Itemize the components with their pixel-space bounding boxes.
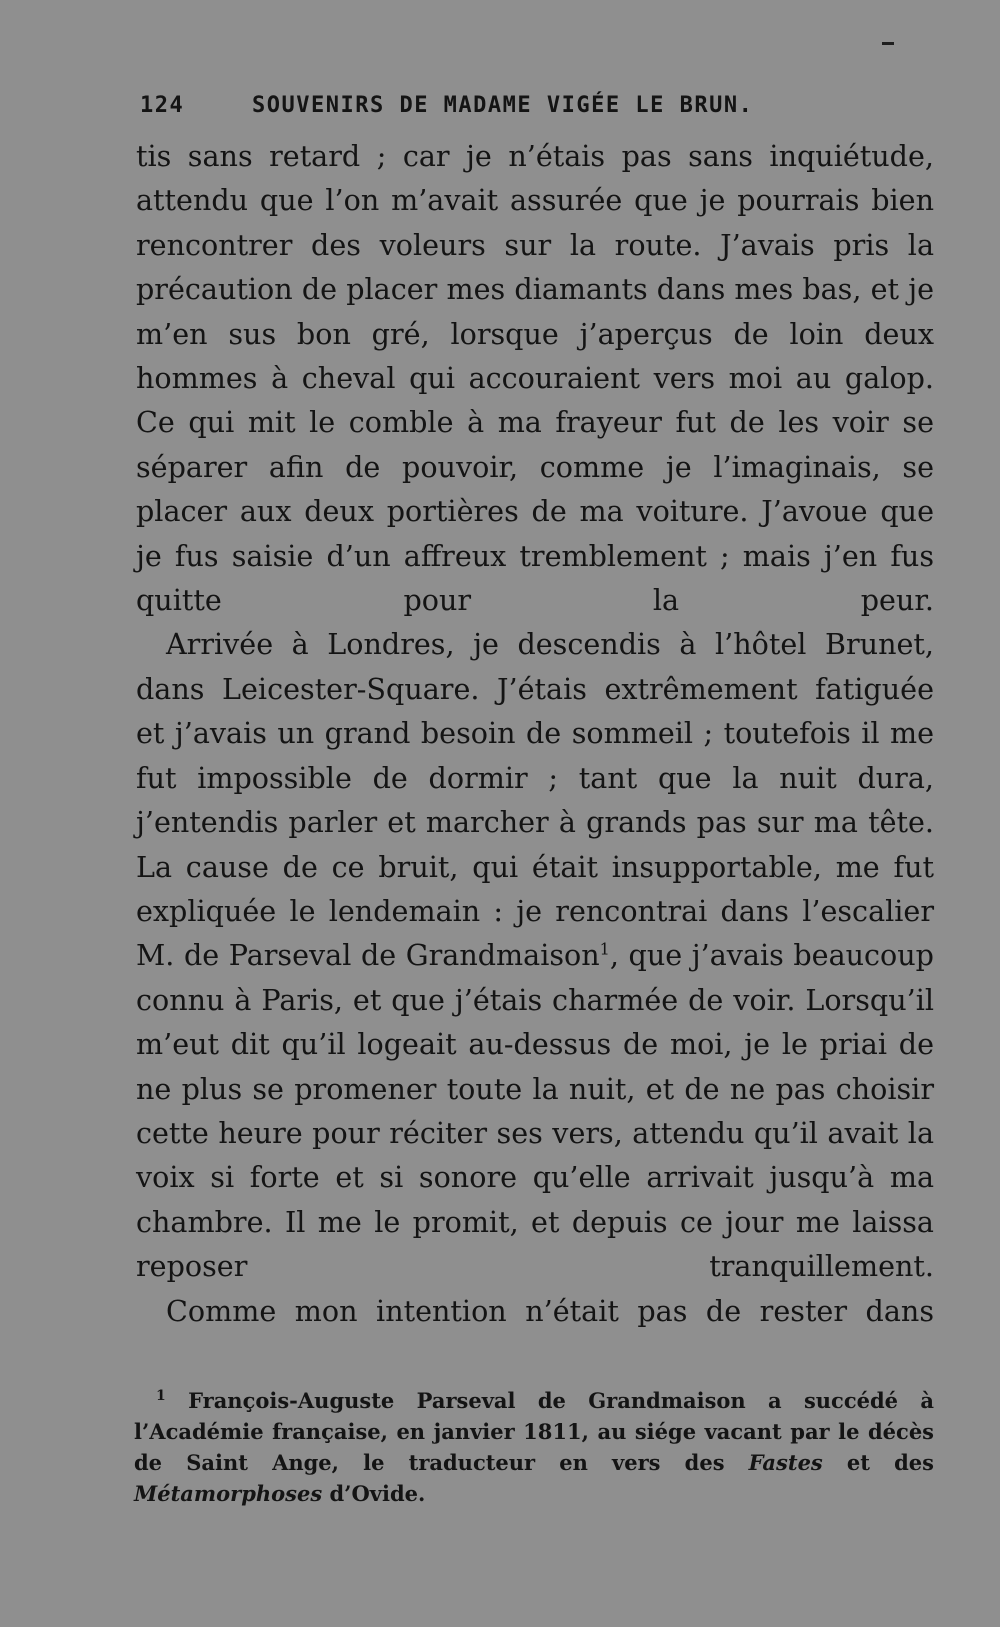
footnote-reference: 1	[599, 939, 610, 959]
footnote-text-1: François-Auguste Parseval de Grandmaison a succédé à l’Académie française, en janvier 1811, au siége vacant par le décès de Saint Ange, le traducteur en vers des	[134, 1388, 934, 1475]
footnote-text-3: d’Ovide.	[322, 1481, 426, 1506]
page-corner-mark	[882, 42, 894, 45]
body-text	[136, 134, 934, 1333]
footnote-area	[134, 1385, 934, 1509]
page-number: 124	[140, 93, 185, 118]
footnote-text-2: et des	[822, 1450, 934, 1475]
running-head-title: SOUVENIRS DE MADAME VIGÉE LE BRUN.	[252, 93, 754, 118]
footnote-italic-fastes: Fastes	[748, 1450, 823, 1475]
footnote-italic-metamorphoses: Métamorphoses	[134, 1481, 323, 1506]
paragraph-2-start: Arrivée à Londres, je descendis à l’hôtel Brunet, dans Leicester-Square. J’étais extrêmement fatiguée et j’avais un grand besoin de sommeil ; toutefois il me fut impossible de dormir ; tant que la nuit dura, j’entendis parler et marcher à grands pas sur ma tête. La cause de ce bruit, qui était insupportable, me fut expliquée le lendemain : je rencontrai dans l’escalier M. de Parseval de Grandmaison	[136, 627, 934, 973]
paragraph-1: tis sans retard ; car je n’étais pas sans inquiétude, attendu que l’on m’avait assurée que je pourrais bien rencontrer des voleurs sur la route. J’avais pris la précaution de placer mes diamants dans mes bas, et je m’en sus bon gré, lorsque j’aperçus de loin deux hommes à cheval qui accouraient vers moi au galop. Ce qui mit le comble à ma frayeur fut de les voir se séparer afin de pouvoir, comme je l’imaginais, se placer aux deux portières de ma voiture. J’avoue que je fus saisie d’un affreux tremblement ; mais j’en fus quitte pour la peur.	[136, 139, 934, 618]
paragraph-2	[136, 622, 934, 1288]
footnote-1	[134, 1385, 934, 1509]
paragraph-3: Comme mon intention n’était pas de rester dans	[166, 1293, 934, 1328]
paragraph-2-end: , que j’avais beaucoup connu à Paris, et que j’étais charmée de voir. Lorsqu’il m’eut dit qu’il logeait au-dessus de moi, je le priai de ne plus se promener toute la nuit, et de ne pas choisir cette heure pour réciter ses vers, attendu qu’il avait la voix si forte et si sonore qu’elle arrivait jusqu’à ma chambre. Il me le promit, et depuis ce jour me laissa reposer tranquillement.	[136, 938, 934, 1284]
footnote-marker: 1	[156, 1388, 166, 1404]
running-head	[140, 88, 840, 124]
